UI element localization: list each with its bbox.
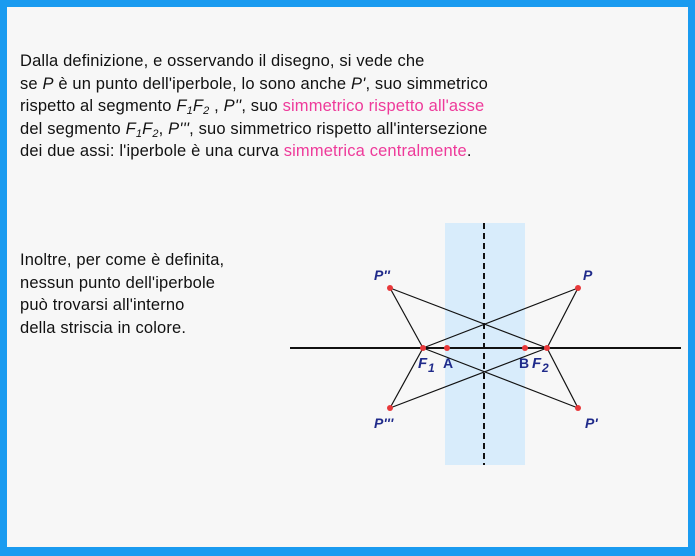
highlight-text: simmetrica centralmente	[283, 142, 467, 160]
text: , suo simmetrico	[365, 74, 488, 93]
text: , suo simmetrico rispetto all'intersezione	[189, 119, 488, 138]
text: se	[20, 74, 43, 93]
focus-F1	[420, 345, 426, 351]
text-line: della striscia in colore.	[20, 318, 187, 337]
text: Dalla definizione, e osservando il disegno, si vede che	[20, 52, 425, 70]
content-panel	[7, 7, 688, 547]
segment-P-F2	[547, 288, 578, 348]
text: , suo	[241, 97, 283, 115]
hyperbola-symmetry-diagram	[7, 7, 688, 547]
focus-symbol: F	[176, 97, 187, 115]
label-F1-subscript: 1	[428, 361, 435, 375]
focus-symbol: F	[142, 119, 153, 138]
focus-symbol: F	[125, 119, 136, 138]
point-P2	[387, 285, 393, 291]
point-symbol: P'''	[168, 119, 190, 138]
text-line: Inoltre, per come è definita,	[20, 251, 225, 269]
focus-symbol: F	[192, 97, 204, 115]
vertex-A	[444, 345, 450, 351]
label-B: B	[519, 355, 530, 371]
label-F2: F	[532, 355, 542, 372]
text: è un punto dell'iperbole, lo sono anche	[53, 74, 351, 93]
point-P	[575, 285, 581, 291]
text-line: nessun punto dell'iperbole	[20, 273, 216, 292]
label-P2: P''	[374, 267, 390, 283]
segment-P2-F1	[390, 288, 423, 348]
label-A: A	[443, 355, 454, 371]
point-symbol: P''	[223, 97, 242, 115]
label-Pp: P'	[585, 415, 598, 431]
point-symbol: P'	[350, 74, 366, 93]
segment-Pp-F2	[547, 348, 578, 408]
subscript: 2	[152, 127, 159, 140]
text: .	[466, 142, 472, 160]
label-F1: F	[418, 355, 428, 372]
highlight-text: simmetrico rispetto all'asse	[282, 97, 485, 115]
text: del segmento	[20, 119, 126, 138]
point-Pp	[575, 405, 581, 411]
text: rispetto al segmento	[20, 97, 177, 115]
subscript: 2	[203, 105, 210, 117]
text: ,	[158, 119, 169, 138]
text: ,	[209, 97, 224, 115]
vertex-B	[522, 345, 528, 351]
label-F2-subscript: 2	[542, 361, 549, 375]
text-line: può trovarsi all'interno	[20, 296, 185, 314]
subscript: 1	[135, 127, 143, 140]
focus-F2	[544, 345, 550, 351]
point-symbol: P	[42, 74, 54, 93]
point-P3	[387, 405, 393, 411]
text: dei due assi: l'iperbole è una curva	[20, 142, 284, 160]
label-P: P	[583, 267, 593, 283]
label-P3: P'''	[374, 415, 394, 431]
subscript: 1	[186, 105, 193, 117]
